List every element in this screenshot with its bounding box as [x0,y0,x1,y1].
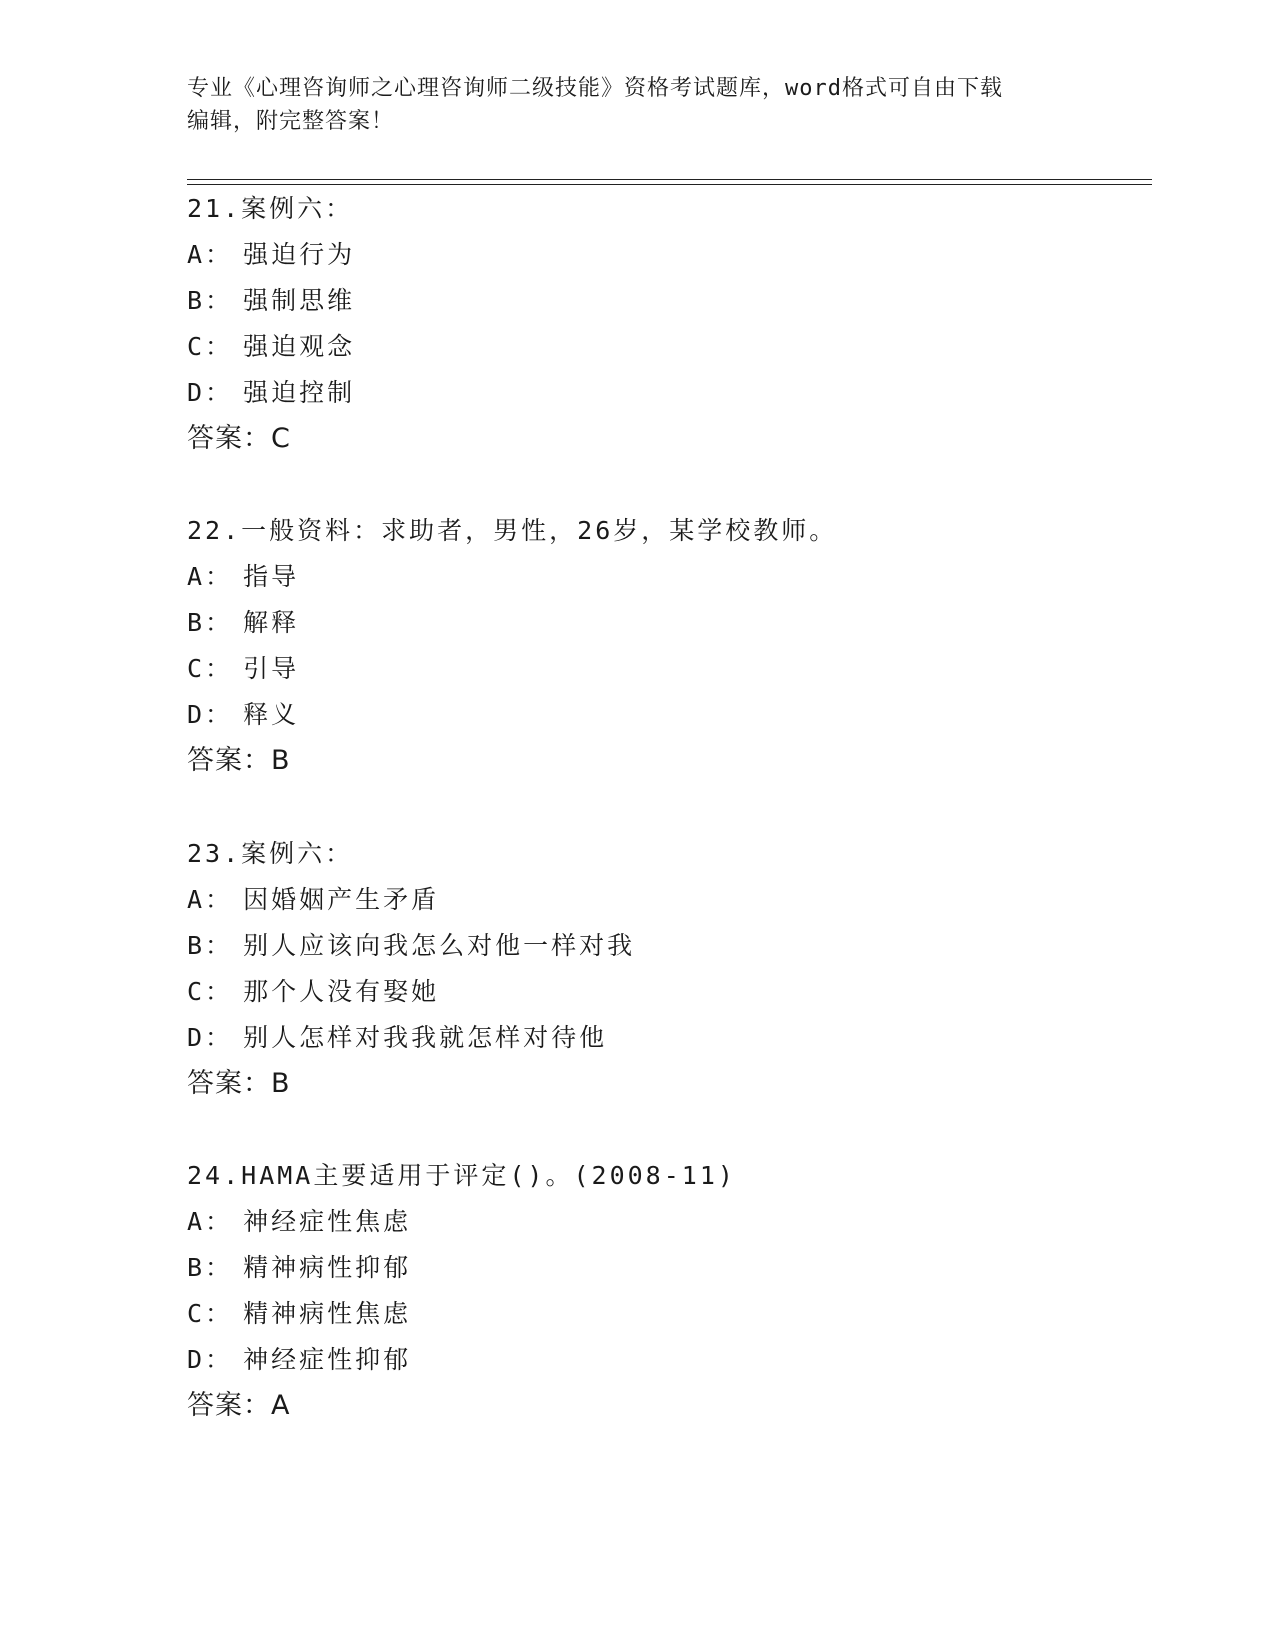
option-a [187,554,1147,600]
option-text: 因婚姻产生矛盾 [243,885,440,914]
option-key: C： [187,654,234,683]
question-stem: 21.案例六： [187,194,354,223]
question-stem: 23.案例六： [187,839,354,868]
option-key: A： [187,562,234,591]
option-text: 强制思维 [243,286,356,315]
option-key: A： [187,1207,234,1236]
option-text: 指导 [243,562,300,591]
option-a [187,877,1147,923]
answer-line: 答案：B [187,1068,291,1099]
option-d [187,1337,1147,1383]
option-key: D： [187,378,234,407]
option-c [187,324,1147,370]
option-key: C： [187,977,234,1006]
question-21 [187,186,1147,462]
option-text: 引导 [243,654,300,683]
option-text: 精神病性焦虑 [243,1299,412,1328]
option-a [187,1199,1147,1245]
option-text: 别人怎样对我我就怎样对待他 [243,1023,608,1052]
option-key: A： [187,885,234,914]
header-line-2: 编辑，附完整答案！ [187,109,395,134]
question-stem: 24.HAMA主要适用于评定()。(2008-11) [187,1161,736,1190]
option-key: C： [187,332,234,361]
option-key: C： [187,1299,234,1328]
option-d [187,692,1147,738]
option-d [187,1015,1147,1061]
option-text: 解释 [243,608,300,637]
option-b [187,278,1147,324]
option-b [187,1245,1147,1291]
option-key: B： [187,1253,234,1282]
option-text: 神经症性焦虑 [243,1207,412,1236]
question-23 [187,831,1147,1107]
answer-line: 答案：C [187,423,291,454]
option-text: 别人应该向我怎么对他一样对我 [243,931,636,960]
option-c [187,969,1147,1015]
question-stem: 22.一般资料：求助者，男性，26岁，某学校教师。 [187,516,838,545]
header-divider-top [187,179,1152,180]
option-text: 那个人没有娶她 [243,977,440,1006]
option-b [187,923,1147,969]
question-22 [187,508,1147,784]
header-line-1: 专业《心理咨询师之心理咨询师二级技能》资格考试题库，word格式可自由下载 [187,76,1003,101]
option-text: 强迫行为 [243,240,356,269]
option-key: B： [187,931,234,960]
answer-line: 答案：A [187,1390,291,1421]
option-key: D： [187,1023,234,1052]
option-d [187,370,1147,416]
option-b [187,600,1147,646]
option-c [187,1291,1147,1337]
option-a [187,232,1147,278]
option-text: 神经症性抑郁 [243,1345,412,1374]
option-key: B： [187,608,234,637]
option-c [187,646,1147,692]
option-key: A： [187,240,234,269]
option-text: 精神病性抑郁 [243,1253,412,1282]
answer-line: 答案：B [187,745,291,776]
header-divider-bottom [187,184,1152,185]
option-text: 释义 [243,700,300,729]
document-header-note [187,72,1087,138]
option-key: B： [187,286,234,315]
option-text: 强迫观念 [243,332,356,361]
option-key: D： [187,1345,234,1374]
option-text: 强迫控制 [243,378,356,407]
question-24 [187,1153,1147,1429]
option-key: D： [187,700,234,729]
